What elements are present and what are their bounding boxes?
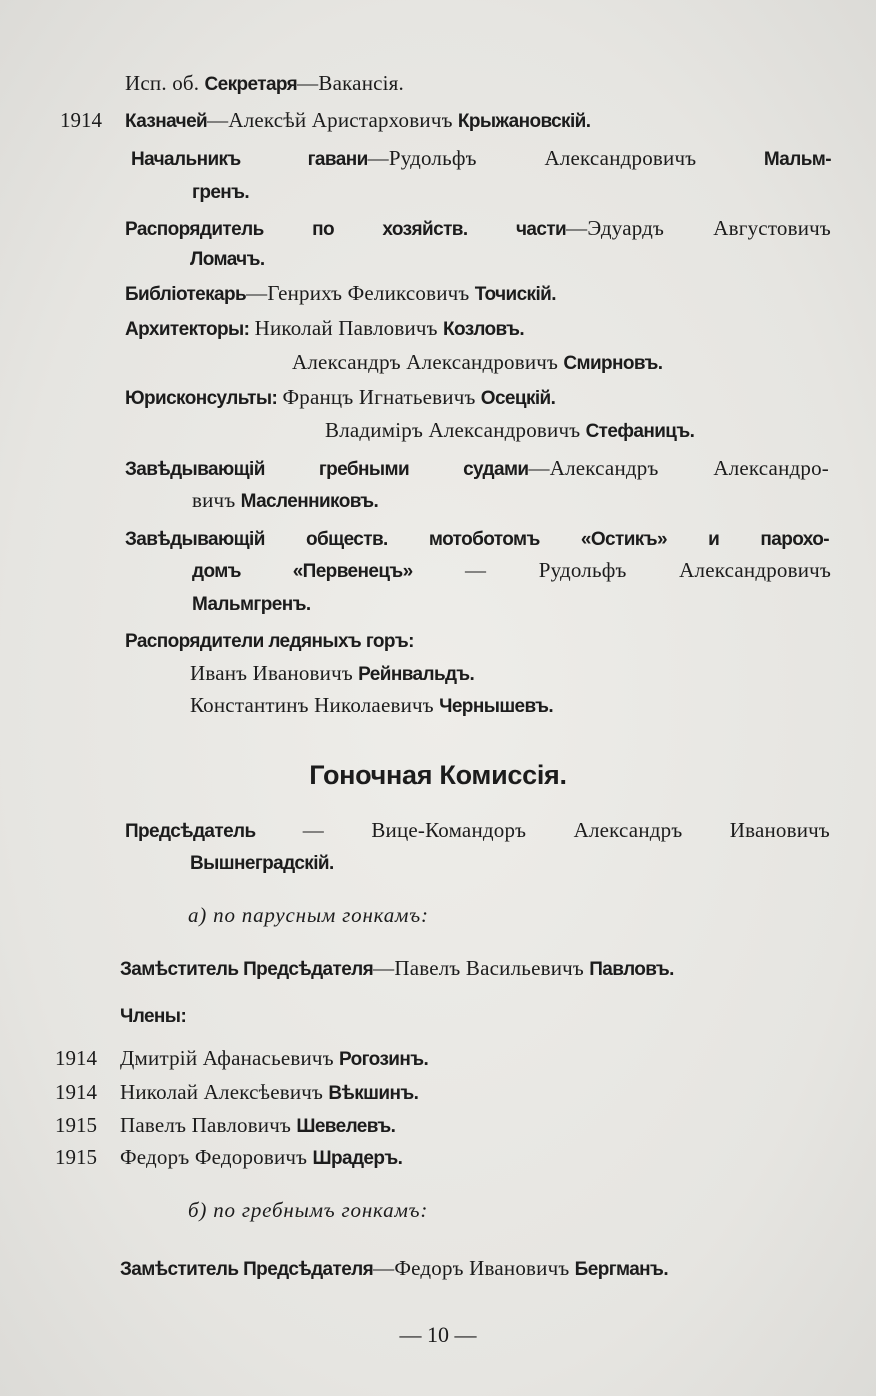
member-year: 1914 xyxy=(55,1080,97,1104)
role: Секретаря xyxy=(204,74,298,95)
role: домъ «Первенецъ» xyxy=(192,561,413,582)
role: Начальникъ гавани xyxy=(131,149,368,170)
role: Архитекторы: xyxy=(125,319,250,340)
role: Юрисконсульты: xyxy=(125,388,278,409)
role: Завѣдывающій обществ. мотоботомъ «Остикъ» и парохо- xyxy=(125,529,829,550)
member-year: 1915 xyxy=(55,1145,97,1169)
rowing-subheading: б) по гребнымъ гонкамъ: xyxy=(188,1198,429,1222)
surname: Точискій. xyxy=(474,284,556,305)
name: Федоръ Федоровичъ xyxy=(120,1145,308,1169)
label: Члены: xyxy=(120,1006,187,1027)
surname: Рейнвальдъ. xyxy=(358,664,475,685)
surname: Бергманъ. xyxy=(574,1259,668,1280)
surname: Крыжановскій. xyxy=(457,111,591,132)
section-heading: Гоночная Комиссія. xyxy=(309,760,567,790)
name: Дмитрій Афанасьевичъ xyxy=(120,1046,334,1070)
page-number: — 10 — xyxy=(399,1322,477,1347)
member-row xyxy=(120,1144,402,1172)
text: —Вакансія. xyxy=(297,71,404,95)
role: Предсѣдатель xyxy=(125,821,256,842)
harbor-line-cont xyxy=(192,178,249,206)
surname: Рогозинъ. xyxy=(339,1049,429,1070)
librarian-line xyxy=(125,280,556,308)
ice-hills-line xyxy=(125,627,414,655)
treasurer-line xyxy=(125,107,590,135)
name: Константинъ Николаевичъ xyxy=(190,693,434,717)
name: —Федоръ Ивановичъ xyxy=(373,1256,570,1280)
role: Распорядители ледяныхъ горъ: xyxy=(125,631,414,652)
surname: Шрадеръ. xyxy=(312,1148,403,1169)
surname: Мальмгренъ. xyxy=(192,594,311,615)
name: —Алексѣй Аристарховичъ xyxy=(207,108,453,132)
rowing-deputy-line xyxy=(120,1255,668,1283)
lawyers-line xyxy=(125,384,555,412)
name: —Эдуардъ Августовичъ xyxy=(566,216,831,240)
role: Распорядитель по хозяйств. части xyxy=(125,219,567,240)
role: Библіотекарь xyxy=(125,284,247,305)
surname: Шевелевъ. xyxy=(296,1116,396,1137)
role: Замѣститель Предсѣдателя xyxy=(120,959,374,980)
member-year: 1914 xyxy=(55,1046,97,1070)
architects-line-2 xyxy=(292,349,662,377)
surname: Мальм- xyxy=(763,149,831,170)
role: Завѣдывающій гребными судами xyxy=(125,459,529,480)
name: Николай Алексѣевичъ xyxy=(120,1080,324,1104)
name: —Генрихъ Феликсовичъ xyxy=(246,281,470,305)
name: —Рудольфъ Александровичъ xyxy=(367,146,697,170)
ice-hills-name-2 xyxy=(190,692,553,720)
name: —Павелъ Васильевичъ xyxy=(373,956,584,980)
secretary-line xyxy=(125,70,404,98)
motorboat-line-cont xyxy=(192,557,831,585)
household-line-cont xyxy=(190,245,265,273)
surname: Стефаницъ. xyxy=(585,421,695,442)
sailing-subheading: а) по парусным гонкамъ: xyxy=(188,903,429,927)
name: — Рудольфъ Александровичъ xyxy=(464,558,831,582)
name: Владиміръ Александровичъ xyxy=(325,418,581,442)
rowing-boats-line-cont xyxy=(192,487,378,515)
surname: Козловъ. xyxy=(442,319,525,340)
name: Павелъ Павловичъ xyxy=(120,1113,292,1137)
chairman-line-cont xyxy=(190,849,334,877)
role: Казначей xyxy=(125,111,208,132)
members-label xyxy=(120,1002,186,1030)
surname: Вѣкшинъ. xyxy=(328,1083,419,1104)
name: Иванъ Ивановичъ xyxy=(190,661,353,685)
surname: Ломачъ. xyxy=(190,249,265,270)
text: Исп. об. xyxy=(125,71,200,95)
member-row xyxy=(120,1079,418,1107)
name: — Вице-Командоръ Александръ Ивановичъ xyxy=(302,818,830,842)
member-row xyxy=(120,1112,395,1140)
name: вичъ xyxy=(192,488,236,512)
name: Александръ Александровичъ xyxy=(292,350,559,374)
surname: Смирновъ. xyxy=(563,353,663,374)
sailing-deputy-line xyxy=(120,955,674,983)
architects-line xyxy=(125,315,524,343)
chairman-line xyxy=(125,817,830,845)
surname: Павловъ. xyxy=(589,959,674,980)
harbor-line xyxy=(131,145,831,173)
surname: Масленниковъ. xyxy=(240,491,379,512)
household-line xyxy=(125,215,831,243)
member-year: 1915 xyxy=(55,1113,97,1137)
surname: гренъ. xyxy=(192,182,250,203)
surname: Чернышевъ. xyxy=(439,696,554,717)
member-row xyxy=(120,1045,428,1073)
motorboat-line-cont-2 xyxy=(192,590,311,618)
name: Николай Павловичъ xyxy=(254,316,438,340)
role: Замѣститель Предсѣдателя xyxy=(120,1259,374,1280)
year: 1914 xyxy=(60,108,102,132)
motorboat-line xyxy=(125,525,829,553)
surname: Вышнеградскій. xyxy=(190,853,334,874)
ice-hills-name-1 xyxy=(190,660,474,688)
rowing-boats-line xyxy=(125,455,829,483)
surname: Осецкій. xyxy=(480,388,556,409)
name: Францъ Игнатьевичъ xyxy=(282,385,476,409)
lawyers-line-2 xyxy=(325,417,694,445)
name: —Александръ Александро- xyxy=(528,456,829,480)
